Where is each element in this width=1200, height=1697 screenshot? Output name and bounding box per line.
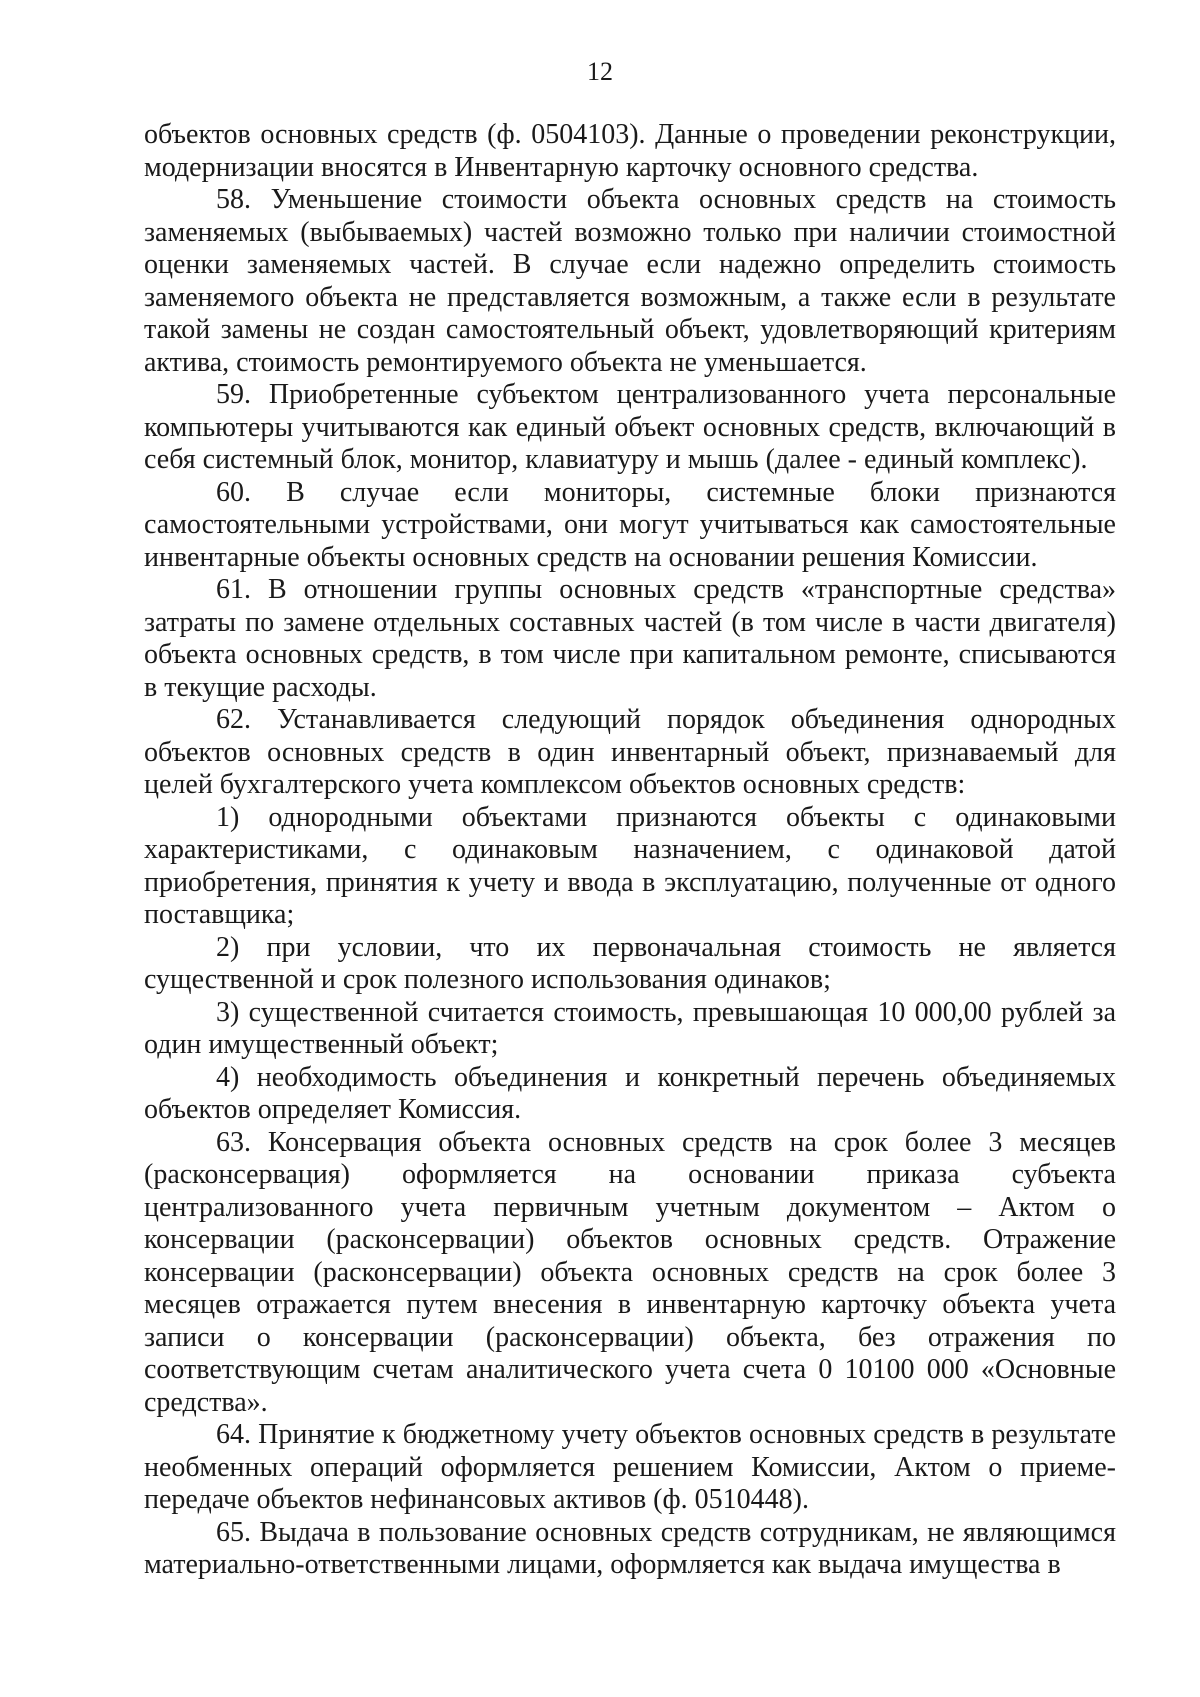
paragraph-60: 60. В случае если мониторы, системные блоки признаются самостоятельными устройствами, они могут учитываться как самостоятельные инвентарные объекты основных средств на основании решения Комиссии. — [144, 476, 1116, 573]
list-item-4: 4) необходимость объединения и конкретный перечень объединяемых объектов определяет Комиссия. — [144, 1061, 1116, 1125]
paragraph-61: 61. В отношении группы основных средств «транспортные средства» затраты по замене отдельных составных частей (в том числе в части двигателя) объекта основных средств, в том числе при капитальном ремонте, списываются в текущие расходы. — [144, 574, 1116, 703]
list-item-2: 2) при условии, что их первоначальная стоимость не является существенной и срок полезного использования одинаков; — [144, 931, 1116, 995]
paragraph-63: 63. Консервация объекта основных средств на срок более 3 месяцев (расконсервация) оформляется на основании приказа субъекта централизованного учета первичным учетным документом – Актом о консервации (расконсервации) объектов основных средств. Отражение консервации (расконсервации) объекта основных средств на срок более 3 месяцев отражается путем внесения в инвентарную карточку объекта учета записи о консервации (расконсервации) объекта, без отражения по соответствующим счетам аналитического учета счета 0 10100 000 «Основные средства». — [144, 1126, 1116, 1418]
page-number: 12 — [587, 57, 613, 86]
document-body — [144, 119, 1116, 1582]
paragraph-62: 62. Устанавливается следующий порядок объединения однородных объектов основных средств в один инвентарный объект, признаваемый для целей бухгалтерского учета комплексом объектов основных средств: — [144, 704, 1116, 800]
list-item-1: 1) однородными объектами признаются объекты с одинаковыми характеристиками, с одинаковым назначением, с одинаковой датой приобретения, принятия к учету и ввода в эксплуатацию, полученные от одного поставщика; — [144, 801, 1116, 930]
paragraph-continuation: объектов основных средств (ф. 0504103). Данные о проведении реконструкции, модернизации вносятся в Инвентарную карточку основного средства. — [144, 119, 1116, 183]
paragraph-65: 65. Выдача в пользование основных средств сотрудникам, не являющимся материально-ответственными лицами, оформляется как выдача имущества в — [144, 1516, 1116, 1580]
list-item-3: 3) существенной считается стоимость, превышающая 10 000,00 рублей за один имущественный объект; — [144, 996, 1116, 1060]
paragraph-58: 58. Уменьшение стоимости объекта основных средств на стоимость заменяемых (выбываемых) частей возможно только при наличии стоимостной оценки заменяемых частей. В случае если надежно определить стоимость заменяемого объекта не представляется возможным, а также если в результате такой замены не создан самостоятельный объект, удовлетворяющий критериям актива, стоимость ремонтируемого объекта не уменьшается. — [144, 184, 1116, 378]
paragraph-64: 64. Принятие к бюджетному учету объектов основных средств в результате необменных операций оформляется решением Комиссии, Актом о приеме-передаче объектов нефинансовых активов (ф. 0510448). — [144, 1419, 1116, 1515]
paragraph-59: 59. Приобретенные субъектом централизованного учета персональные компьютеры учитываются как единый объект основных средств, включающий в себя системный блок, монитор, клавиатуру и мышь (далее - единый комплекс). — [144, 379, 1116, 475]
